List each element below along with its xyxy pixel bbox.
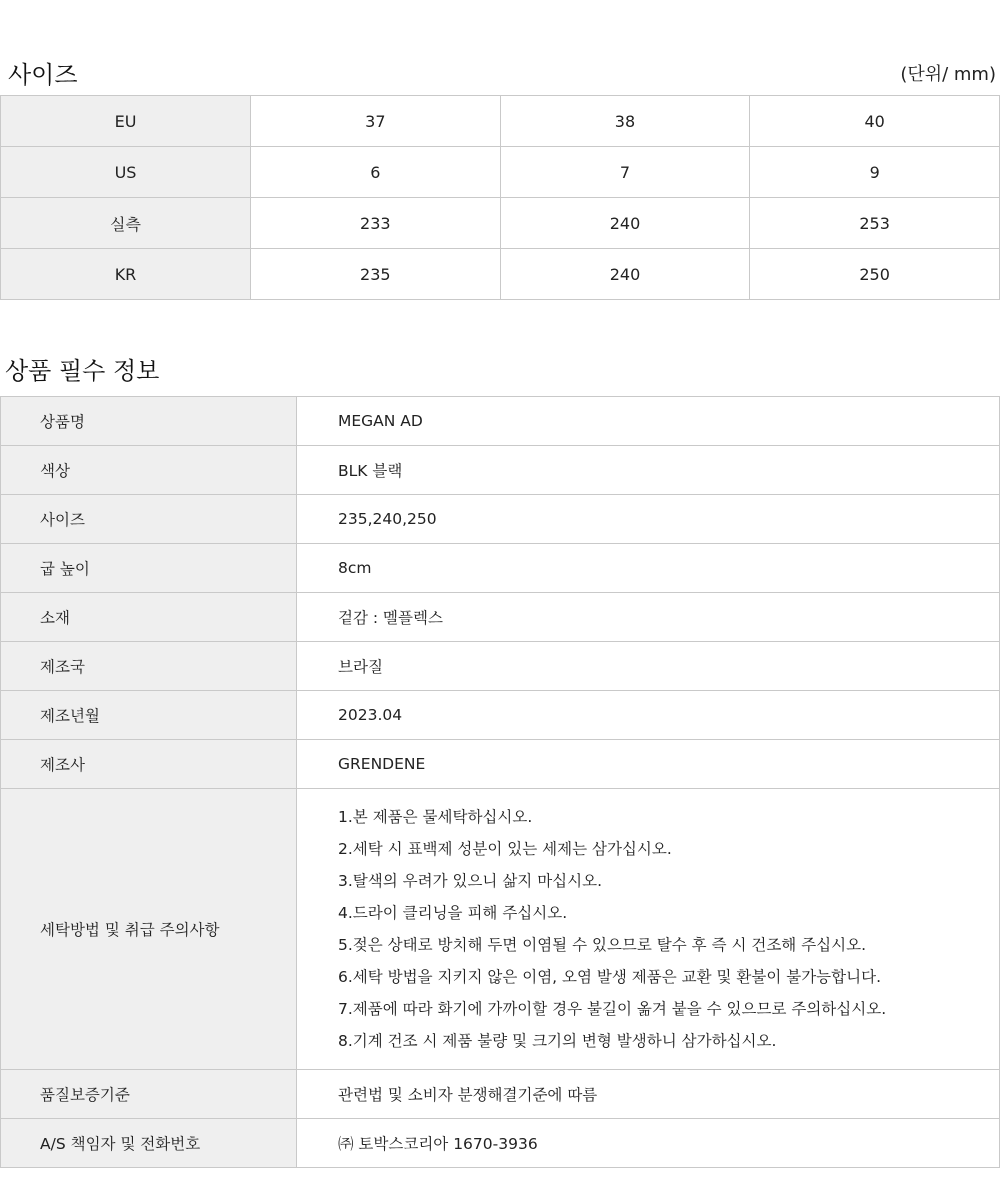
info-value: 겉감 : 멜플렉스: [297, 593, 1000, 642]
size-cell: 7: [500, 147, 750, 198]
size-row-measured: [1, 198, 1000, 249]
size-row-kr: [1, 249, 1000, 300]
info-label: 제조사: [1, 740, 297, 789]
info-row-manufacture-date: [1, 691, 1000, 740]
info-label: 제조년월: [1, 691, 297, 740]
info-value: 관련법 및 소비자 분쟁해결기준에 따름: [297, 1070, 1000, 1119]
size-cell: 235: [251, 249, 501, 300]
info-row-manufacturer: [1, 740, 1000, 789]
product-info-title: 상품 필수 정보: [5, 357, 160, 385]
washing-list: [338, 801, 999, 1057]
size-cell: 37: [251, 96, 501, 147]
washing-item: 8.기계 건조 시 제품 불량 및 크기의 변형 발생하니 삼가하십시오.: [338, 1032, 777, 1050]
info-row-heel-height: [1, 544, 1000, 593]
info-value: MEGAN AD: [297, 397, 1000, 446]
info-label: 굽 높이: [1, 544, 297, 593]
size-row-label: EU: [1, 96, 251, 147]
size-cell: 9: [750, 147, 1000, 198]
info-value: 8cm: [297, 544, 1000, 593]
info-label: 품질보증기준: [1, 1070, 297, 1119]
product-info-table: [0, 396, 1000, 1168]
size-cell: 233: [251, 198, 501, 249]
size-cell: 240: [500, 198, 750, 249]
size-cell: 38: [500, 96, 750, 147]
size-cell: 40: [750, 96, 1000, 147]
size-cell: 240: [500, 249, 750, 300]
info-label: 색상: [1, 446, 297, 495]
size-cell: 253: [750, 198, 1000, 249]
size-section-title: 사이즈: [8, 61, 78, 89]
info-label: 사이즈: [1, 495, 297, 544]
info-label: 상품명: [1, 397, 297, 446]
info-row-country: [1, 642, 1000, 691]
washing-item: 7.제품에 따라 화기에 가까이할 경우 불길이 옮겨 붙을 수 있으므로 주의하십시오.: [338, 1000, 887, 1018]
info-value: ㈜ 토박스코리아 1670-3936: [297, 1119, 1000, 1168]
washing-item: 3.탈색의 우려가 있으니 삶지 마십시오.: [338, 872, 603, 890]
info-value: 235,240,250: [297, 495, 1000, 544]
size-cell: 6: [251, 147, 501, 198]
unit-label: (단위/ mm): [900, 64, 996, 85]
info-value: 2023.04: [297, 691, 1000, 740]
size-cell: 250: [750, 249, 1000, 300]
info-label: 세탁방법 및 취급 주의사항: [1, 789, 297, 1070]
info-label: 소재: [1, 593, 297, 642]
size-row-label: US: [1, 147, 251, 198]
info-value: 브라질: [297, 642, 1000, 691]
size-row-us: [1, 147, 1000, 198]
washing-item: 4.드라이 클리닝을 피해 주십시오.: [338, 904, 568, 922]
info-row-color: [1, 446, 1000, 495]
washing-instructions: [297, 789, 1000, 1070]
info-label: 제조국: [1, 642, 297, 691]
washing-item: 1.본 제품은 물세탁하십시오.: [338, 808, 533, 826]
info-row-material: [1, 593, 1000, 642]
size-row-eu: [1, 96, 1000, 147]
info-label: A/S 책임자 및 전화번호: [1, 1119, 297, 1168]
info-row-size: [1, 495, 1000, 544]
info-row-as-contact: [1, 1119, 1000, 1168]
info-value: BLK 블랙: [297, 446, 1000, 495]
info-row-quality: [1, 1070, 1000, 1119]
washing-item: 2.세탁 시 표백제 성분이 있는 세제는 삼가십시오.: [338, 840, 672, 858]
size-table: [0, 95, 1000, 300]
washing-item: 5.젖은 상태로 방치해 두면 이염될 수 있으므로 탈수 후 즉 시 건조해 주십시오.: [338, 936, 867, 954]
washing-item: 6.세탁 방법을 지키지 않은 이염, 오염 발생 제품은 교환 및 환불이 불가능합니다.: [338, 968, 882, 986]
size-row-label: 실측: [1, 198, 251, 249]
info-row-washing: [1, 789, 1000, 1070]
info-row-product-name: [1, 397, 1000, 446]
size-row-label: KR: [1, 249, 251, 300]
info-value: GRENDENE: [297, 740, 1000, 789]
